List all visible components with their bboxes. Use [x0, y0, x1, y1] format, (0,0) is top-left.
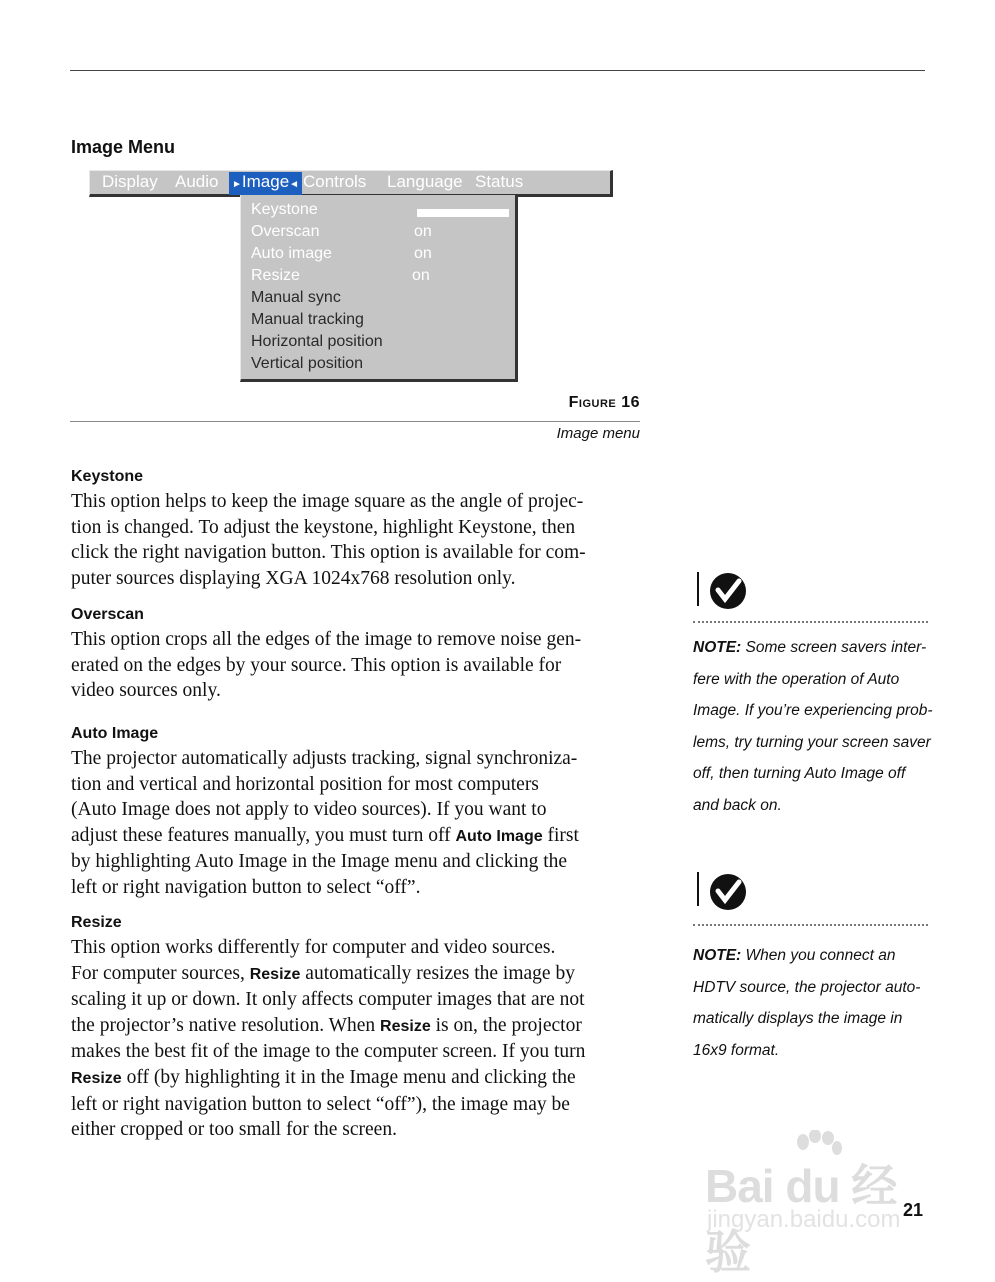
text-span: Some screen savers inter-	[741, 639, 927, 656]
note-check-icon	[710, 573, 746, 609]
text-line	[71, 961, 641, 988]
tab-display[interactable]: Display	[102, 172, 158, 191]
watermark-url: jingyan.baidu.com	[707, 1206, 901, 1233]
text-line: Image. If you’re experiencing prob-	[693, 702, 933, 719]
tab-image-label: Image	[241, 172, 290, 191]
figure-rule	[70, 421, 640, 422]
watermark-logo-text: Bai du 经验	[705, 1160, 897, 1278]
text-span: For computer sources,	[71, 962, 250, 984]
keyword-resize: Resize	[380, 1017, 431, 1035]
note-label: NOTE:	[693, 639, 742, 656]
menu-item-overscan[interactable]: Overscan	[251, 223, 320, 240]
text-line: left or right navigation button to select “off”.	[71, 876, 421, 898]
menu-bar	[89, 170, 613, 197]
image-menu-dropdown	[240, 195, 518, 382]
text-line	[71, 1013, 641, 1040]
menu-item-manual-sync[interactable]: Manual sync	[251, 289, 341, 306]
note-2-text	[693, 940, 933, 1066]
section-title: Image Menu	[71, 137, 176, 157]
auto-image-heading: Auto Image	[71, 725, 159, 742]
note-divider	[693, 621, 928, 623]
menu-item-keystone[interactable]: Keystone	[251, 201, 318, 218]
resize-heading: Resize	[71, 914, 122, 931]
keyword-resize: Resize	[71, 1069, 122, 1087]
note-bar	[697, 572, 699, 606]
text-span: the projector’s native resolution. When	[71, 1014, 381, 1036]
overscan-heading: Overscan	[71, 606, 144, 623]
text-line: scaling it up or down. It only affects computer images that are not	[71, 989, 585, 1011]
text-line: HDTV source, the projector auto-	[693, 978, 921, 996]
text-line	[71, 1065, 641, 1092]
resize-value: on	[412, 267, 430, 284]
text-line: click the right navigation button. This option is available for com-	[71, 542, 586, 564]
text-line: video sources only.	[71, 680, 221, 702]
text-span: When you connect an	[741, 947, 896, 964]
tab-language[interactable]: Language	[387, 172, 463, 191]
text-line: tion is changed. To adjust the keystone, highlight Keystone, then	[71, 516, 576, 538]
text-line	[71, 823, 641, 850]
arrow-left-icon: ◄	[289, 179, 300, 190]
text-line	[693, 940, 933, 972]
tab-status[interactable]: Status	[475, 172, 524, 191]
top-rule	[70, 70, 925, 71]
menu-item-auto-image[interactable]: Auto image	[251, 245, 332, 262]
text-line: either cropped or too small for the screen.	[71, 1119, 397, 1141]
text-line: matically displays the image in	[693, 1010, 903, 1027]
resize-paragraph	[71, 935, 641, 1143]
text-line: fere with the operation of Auto	[693, 670, 900, 688]
figure-caption: Image menu	[556, 425, 640, 442]
text-line: makes the best fit of the image to the computer screen. If you turn	[71, 1041, 586, 1063]
keyword-resize: Resize	[249, 965, 301, 983]
tab-audio[interactable]: Audio	[175, 172, 219, 191]
text-line: and back on.	[693, 796, 782, 814]
menu-item-horizontal-position[interactable]: Horizontal position	[251, 333, 383, 350]
menu-item-resize[interactable]: Resize	[251, 267, 300, 284]
figure-label-text: Figure 16	[568, 394, 640, 411]
overscan-value: on	[414, 223, 432, 240]
text-line: This option crops all the edges of the image to remove noise gen-	[71, 629, 582, 650]
text-line: erated on the edges by your source. This option is available for	[71, 654, 562, 676]
auto-image-value: on	[414, 245, 432, 262]
menu-item-manual-tracking[interactable]: Manual tracking	[251, 311, 364, 328]
note-divider	[693, 924, 928, 926]
figure-label	[569, 394, 640, 412]
menu-item-vertical-position[interactable]: Vertical position	[251, 355, 364, 372]
keystone-heading: Keystone	[71, 468, 144, 485]
keyword-auto-image: Auto Image	[455, 827, 543, 845]
text-line: lems, try turning your screen saver	[693, 733, 931, 751]
keystone-paragraph	[71, 489, 641, 591]
text-span: first	[542, 824, 579, 846]
arrow-right-icon: ►	[232, 179, 242, 190]
text-line: left or right navigation button to select “off”), the image may be	[71, 1093, 570, 1115]
text-line: 16x9 format.	[693, 1041, 780, 1059]
text-line: off, then turning Auto Image off	[693, 765, 906, 782]
text-span: adjust these features manually, you must turn off	[71, 824, 456, 846]
text-line: This option helps to keep the image square as the angle of projec-	[71, 491, 584, 512]
text-line: puter sources displaying XGA 1024x768 resolution only.	[71, 567, 516, 589]
note-label: NOTE:	[693, 947, 742, 964]
tab-controls[interactable]: Controls	[303, 172, 367, 191]
tab-image[interactable]	[229, 172, 302, 195]
text-line: This option works differently for computer and video sources.	[71, 937, 556, 958]
auto-image-paragraph	[71, 746, 641, 901]
note-check-icon	[710, 874, 746, 910]
text-line: (Auto Image does not apply to video sources). If you want to	[71, 799, 547, 821]
text-line: The projector automatically adjusts tracking, signal synchroniza-	[71, 748, 578, 769]
overscan-paragraph	[71, 627, 641, 704]
text-span: is on, the projector	[430, 1014, 582, 1036]
note-bar	[697, 872, 699, 906]
text-span: off (by highlighting it in the Image menu and clicking the	[121, 1066, 576, 1088]
note-1-text	[693, 632, 933, 821]
text-line: tion and vertical and horizontal position for most computers	[71, 773, 539, 795]
text-span: automatically resizes the image by	[300, 962, 575, 984]
baidu-watermark	[705, 1130, 935, 1278]
page-number: 21	[902, 1200, 923, 1220]
keystone-slider[interactable]	[417, 209, 509, 217]
text-line: by highlighting Auto Image in the Image menu and clicking the	[71, 851, 568, 873]
text-line	[693, 632, 933, 664]
